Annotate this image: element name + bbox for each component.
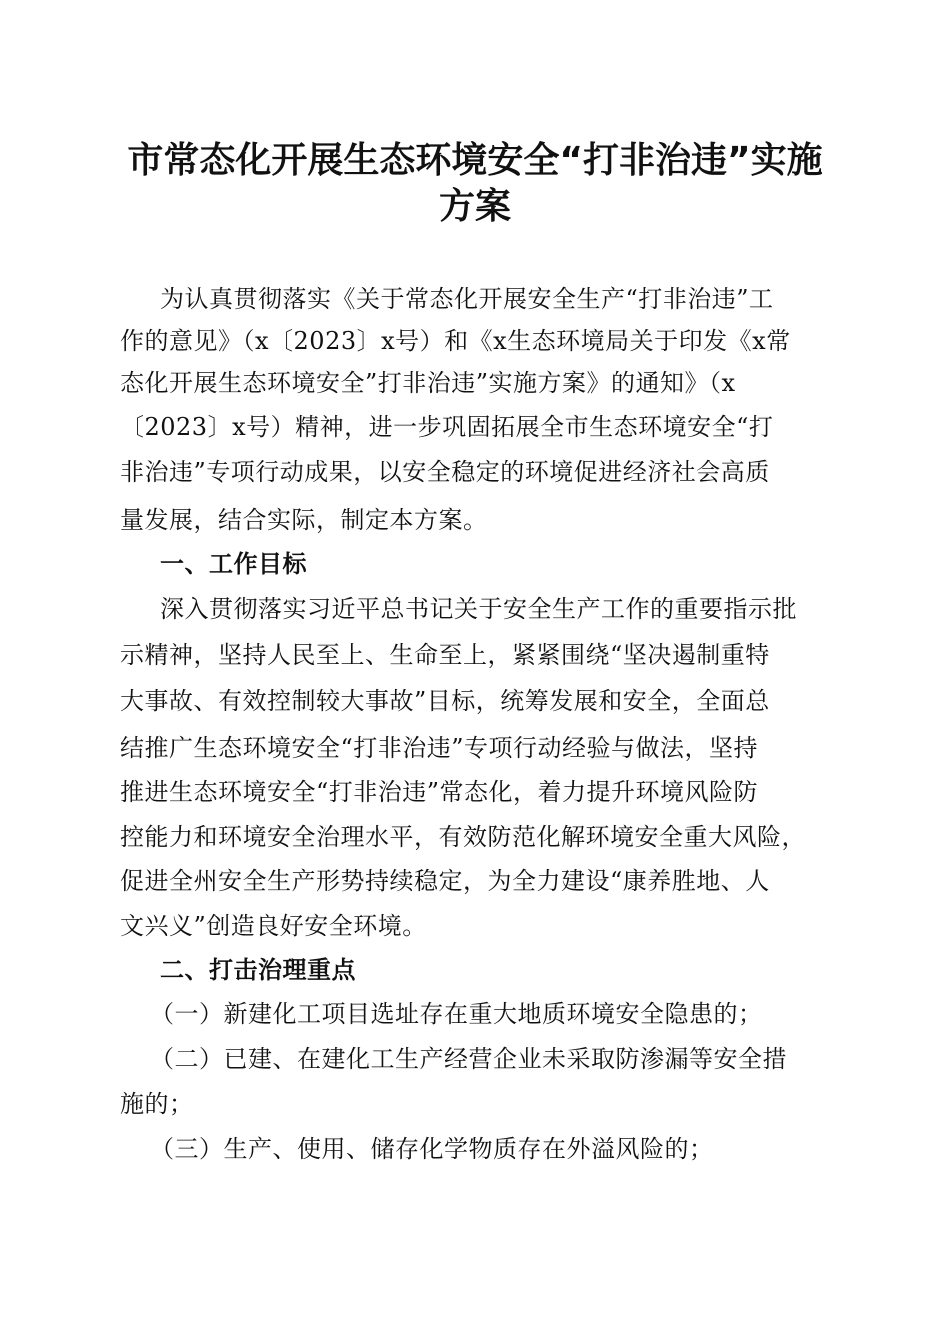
section-1-line: 结推广生态环境安全“打非治违”专项行动经验与做法，坚持 — [120, 734, 759, 762]
section-1-line: 深入贯彻落实习近平总书记关于安全生产工作的重要指示批 — [160, 595, 797, 623]
section-2-item-2-line-2: 施的； — [120, 1090, 194, 1118]
section-1-line: 推进生态环境安全“打非治违”常态化，着力提升环境风险防 — [120, 778, 759, 806]
intro-paragraph-line: 作的意见》（x〔2023〕x号）和《x生态环境局关于印发《x常 — [120, 327, 791, 355]
section-1-line: 文兴义”创造良好安全环境。 — [120, 912, 427, 940]
section-1-line: 大事故、有效控制较大事故”目标，统筹发展和安全，全面总 — [120, 687, 770, 715]
intro-paragraph-line: 量发展，结合实际，制定本方案。 — [120, 506, 488, 534]
section-1-heading: 一、工作目标 — [160, 550, 307, 578]
section-2-heading: 二、打击治理重点 — [160, 956, 356, 984]
section-1-line: 控能力和环境安全治理水平，有效防范化解环境安全重大风险， — [120, 823, 806, 851]
intro-paragraph-line: 〔2023〕x号）精神，进一步巩固拓展全市生态环境安全“打 — [120, 413, 774, 441]
section-2-item-3: （三）生产、使用、储存化学物质存在外溢风险的； — [150, 1135, 714, 1163]
document-title-line-1: 市常态化开展生态环境安全“打非治违”实施 — [127, 140, 823, 181]
section-1-line: 示精神，坚持人民至上、生命至上，紧紧围绕“坚决遏制重特 — [120, 641, 770, 669]
document-title-line-2: 方案 — [438, 186, 511, 227]
intro-paragraph-line: 非治违”专项行动成果，以安全稳定的环境促进经济社会高质 — [120, 458, 770, 486]
section-1-line: 促进全州安全生产形势持续稳定，为全力建设“康养胜地、人 — [120, 867, 770, 895]
intro-paragraph-line: 态化开展生态环境安全”打非治违”实施方案》的通知》（x — [120, 369, 736, 397]
intro-paragraph-line: 为认真贯彻落实《关于常态化开展安全生产“打非治违”工 — [160, 285, 774, 313]
section-2-item-1: （一）新建化工项目选址存在重大地质环境安全隐患的； — [150, 1000, 763, 1028]
section-2-item-2-line-1: （二）已建、在建化工生产经营企业未采取防渗漏等安全措 — [150, 1045, 787, 1073]
